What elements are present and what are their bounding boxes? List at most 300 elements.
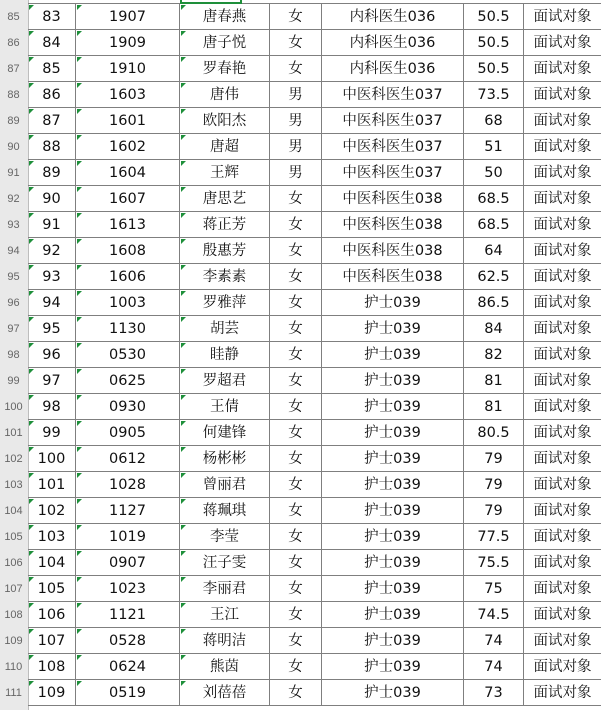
score-cell[interactable] [464, 212, 524, 238]
text-number-indicator-icon [181, 551, 186, 556]
name-cell[interactable] [180, 550, 270, 576]
row-number[interactable]: 99 [7, 375, 20, 387]
name-cell[interactable] [180, 108, 270, 134]
text-number-indicator-icon [77, 525, 82, 530]
name-cell[interactable] [180, 30, 270, 56]
score-cell[interactable] [464, 654, 524, 680]
cell-text: 1028 [109, 477, 146, 493]
cell-text: 殷惠芳 [202, 243, 247, 259]
row-number[interactable]: 96 [7, 297, 20, 309]
row-number[interactable]: 85 [7, 11, 20, 23]
cell-text: 女 [288, 607, 303, 623]
cell-text: 93 [42, 269, 61, 285]
cell-text: 护士039 [364, 555, 421, 571]
position-cell[interactable] [322, 290, 464, 316]
cell-text: 0528 [109, 633, 146, 649]
cell-text: 李丽君 [202, 581, 247, 597]
name-cell[interactable] [180, 680, 270, 706]
cell-text: 内科医生036 [349, 35, 436, 51]
position-cell[interactable] [322, 446, 464, 472]
status-cell[interactable] [524, 30, 601, 56]
status-cell[interactable] [524, 264, 601, 290]
position-cell[interactable] [322, 108, 464, 134]
exam-number-cell[interactable] [76, 82, 180, 108]
exam-number-cell[interactable] [76, 498, 180, 524]
status-cell[interactable] [524, 602, 601, 628]
score-cell[interactable] [464, 238, 524, 264]
cell-text: 0907 [109, 555, 146, 571]
row-number[interactable]: 89 [7, 115, 20, 127]
row-number[interactable]: 101 [4, 427, 23, 439]
seq-cell[interactable] [28, 446, 76, 472]
gender-cell[interactable] [270, 394, 322, 420]
position-cell[interactable] [322, 654, 464, 680]
exam-number-cell[interactable] [76, 472, 180, 498]
exam-number-cell[interactable] [76, 680, 180, 706]
gender-cell[interactable] [270, 82, 322, 108]
text-number-indicator-icon [77, 473, 82, 478]
name-cell[interactable] [180, 4, 270, 30]
seq-cell[interactable] [28, 524, 76, 550]
cell-text: 74 [484, 633, 503, 649]
cell-text: 王倩 [210, 399, 239, 415]
cell-text: 唐伟 [210, 87, 239, 103]
gender-cell[interactable] [270, 420, 322, 446]
score-cell[interactable] [464, 680, 524, 706]
seq-cell[interactable] [28, 628, 76, 654]
seq-cell[interactable] [28, 290, 76, 316]
row-number[interactable]: 90 [7, 141, 20, 153]
exam-number-cell[interactable] [76, 628, 180, 654]
exam-number-cell[interactable] [76, 602, 180, 628]
cell-text: 0625 [109, 373, 146, 389]
cell-text: 1601 [109, 113, 146, 129]
score-cell[interactable] [464, 160, 524, 186]
position-cell[interactable] [322, 472, 464, 498]
gender-cell[interactable] [270, 316, 322, 342]
row-number[interactable]: 98 [7, 349, 20, 361]
seq-cell[interactable] [28, 108, 76, 134]
exam-number-cell[interactable] [76, 524, 180, 550]
row-number[interactable]: 104 [4, 505, 23, 517]
text-number-indicator-icon [181, 187, 186, 192]
status-cell[interactable] [524, 680, 601, 706]
cell-text: 中医科医生037 [342, 139, 443, 155]
name-cell[interactable] [180, 472, 270, 498]
exam-number-cell[interactable] [76, 186, 180, 212]
status-cell[interactable] [524, 212, 601, 238]
cell-text: 1127 [109, 503, 146, 519]
text-number-indicator-icon [77, 681, 82, 686]
score-cell[interactable] [464, 4, 524, 30]
score-cell[interactable] [464, 576, 524, 602]
name-cell[interactable] [180, 524, 270, 550]
cell-text: 88 [42, 139, 61, 155]
gender-cell[interactable] [270, 290, 322, 316]
text-number-indicator-icon [29, 525, 34, 530]
seq-cell[interactable] [28, 368, 76, 394]
score-cell[interactable] [464, 420, 524, 446]
cell-text: 0530 [109, 347, 146, 363]
row-number[interactable]: 106 [4, 557, 23, 569]
score-cell[interactable] [464, 368, 524, 394]
position-cell[interactable] [322, 212, 464, 238]
row-number[interactable]: 95 [7, 271, 20, 283]
name-cell[interactable] [180, 56, 270, 82]
exam-number-cell[interactable] [76, 342, 180, 368]
score-cell[interactable] [464, 524, 524, 550]
name-cell[interactable] [180, 498, 270, 524]
position-cell[interactable] [322, 4, 464, 30]
cell-text: 护士039 [364, 633, 421, 649]
score-cell[interactable] [464, 550, 524, 576]
name-cell[interactable] [180, 446, 270, 472]
gender-cell[interactable] [270, 576, 322, 602]
position-cell[interactable] [322, 498, 464, 524]
text-number-indicator-icon [181, 265, 186, 270]
position-cell[interactable] [322, 264, 464, 290]
exam-number-cell[interactable] [76, 550, 180, 576]
text-number-indicator-icon [29, 343, 34, 348]
cell-text: 护士039 [364, 581, 421, 597]
cell-text: 面试对象 [533, 9, 592, 25]
score-cell[interactable] [464, 134, 524, 160]
cell-text: 0624 [109, 659, 146, 675]
row-number[interactable]: 94 [7, 245, 20, 257]
score-cell[interactable] [464, 472, 524, 498]
name-cell[interactable] [180, 82, 270, 108]
gender-cell[interactable] [270, 368, 322, 394]
exam-number-cell[interactable] [76, 238, 180, 264]
table-row [7, 56, 601, 82]
exam-number-cell[interactable] [76, 654, 180, 680]
seq-cell[interactable] [28, 238, 76, 264]
text-number-indicator-icon [29, 239, 34, 244]
status-cell[interactable] [524, 134, 601, 160]
score-cell[interactable] [464, 394, 524, 420]
seq-cell[interactable] [28, 654, 76, 680]
row-number[interactable]: 108 [4, 609, 23, 621]
score-cell[interactable] [464, 316, 524, 342]
status-cell[interactable] [524, 4, 601, 30]
status-cell[interactable] [524, 628, 601, 654]
exam-number-cell[interactable] [76, 264, 180, 290]
exam-number-cell[interactable] [76, 420, 180, 446]
gender-cell[interactable] [270, 56, 322, 82]
seq-cell[interactable] [28, 186, 76, 212]
position-cell[interactable] [322, 602, 464, 628]
position-cell[interactable] [322, 186, 464, 212]
text-number-indicator-icon [77, 135, 82, 140]
text-number-indicator-icon [29, 135, 34, 140]
gender-cell[interactable] [270, 30, 322, 56]
gender-cell[interactable] [270, 4, 322, 30]
cell-text: 女 [288, 243, 303, 259]
text-number-indicator-icon [181, 343, 186, 348]
score-cell[interactable] [464, 602, 524, 628]
gender-cell[interactable] [270, 472, 322, 498]
table-row [7, 4, 601, 30]
cell-text: 108 [37, 659, 66, 675]
name-cell[interactable] [180, 134, 270, 160]
text-number-indicator-icon [29, 109, 34, 114]
seq-cell[interactable] [28, 160, 76, 186]
status-cell[interactable] [524, 290, 601, 316]
score-cell[interactable] [464, 108, 524, 134]
cell-text: 85 [42, 61, 61, 77]
position-cell[interactable] [322, 368, 464, 394]
status-cell[interactable] [524, 186, 601, 212]
status-cell[interactable] [524, 420, 601, 446]
seq-cell[interactable] [28, 472, 76, 498]
score-cell[interactable] [464, 264, 524, 290]
cell-text: 105 [37, 581, 66, 597]
cell-text: 罗春艳 [202, 61, 247, 77]
row-number[interactable]: 88 [7, 89, 20, 101]
cell-text: 唐子悦 [202, 35, 247, 51]
row-number[interactable]: 105 [4, 531, 23, 543]
status-cell[interactable] [524, 498, 601, 524]
position-cell[interactable] [322, 316, 464, 342]
cell-text: 109 [37, 685, 66, 701]
exam-number-cell[interactable] [76, 212, 180, 238]
score-cell[interactable] [464, 342, 524, 368]
row-number[interactable]: 107 [4, 583, 23, 595]
cell-text: 面试对象 [533, 87, 592, 103]
seq-cell[interactable] [28, 4, 76, 30]
cell-text: 73.5 [477, 87, 510, 103]
name-cell[interactable] [180, 160, 270, 186]
exam-number-cell[interactable] [76, 394, 180, 420]
gender-cell[interactable] [270, 134, 322, 160]
cell-text: 女 [288, 269, 303, 285]
table-row [4, 576, 601, 602]
exam-number-cell[interactable] [76, 108, 180, 134]
cell-text: 面试对象 [533, 607, 592, 623]
gender-cell[interactable] [270, 342, 322, 368]
exam-number-cell[interactable] [76, 290, 180, 316]
status-cell[interactable] [524, 368, 601, 394]
seq-cell[interactable] [28, 30, 76, 56]
cell-text: 1909 [109, 35, 146, 51]
name-cell[interactable] [180, 420, 270, 446]
cell-text: 74 [484, 659, 503, 675]
score-cell[interactable] [464, 82, 524, 108]
row-number[interactable]: 97 [7, 323, 20, 335]
cell-text: 胡芸 [210, 321, 239, 337]
name-cell[interactable] [180, 654, 270, 680]
status-cell[interactable] [524, 342, 601, 368]
seq-cell[interactable] [28, 316, 76, 342]
cell-text: 0612 [109, 451, 146, 467]
name-cell[interactable] [180, 394, 270, 420]
seq-cell[interactable] [28, 498, 76, 524]
name-cell[interactable] [180, 212, 270, 238]
row-number[interactable]: 87 [7, 63, 20, 75]
text-number-indicator-icon [181, 525, 186, 530]
row-number[interactable]: 109 [4, 635, 23, 647]
name-cell[interactable] [180, 576, 270, 602]
text-number-indicator-icon [29, 447, 34, 452]
text-number-indicator-icon [77, 577, 82, 582]
gender-cell[interactable] [270, 498, 322, 524]
name-cell[interactable] [180, 368, 270, 394]
status-cell[interactable] [524, 550, 601, 576]
gender-cell[interactable] [270, 680, 322, 706]
exam-number-cell[interactable] [76, 316, 180, 342]
text-number-indicator-icon [77, 447, 82, 452]
score-cell[interactable] [464, 498, 524, 524]
cell-text: 1019 [109, 529, 146, 545]
name-cell[interactable] [180, 342, 270, 368]
position-cell[interactable] [322, 524, 464, 550]
seq-cell[interactable] [28, 342, 76, 368]
row-number[interactable]: 110 [4, 661, 23, 673]
seq-cell[interactable] [28, 550, 76, 576]
row-number[interactable]: 100 [4, 401, 23, 413]
row-number[interactable]: 103 [4, 479, 23, 491]
cell-text: 0930 [109, 399, 146, 415]
cell-text: 1603 [109, 87, 146, 103]
cell-text: 91 [42, 217, 61, 233]
position-cell[interactable] [322, 420, 464, 446]
position-cell[interactable] [322, 56, 464, 82]
gender-cell[interactable] [270, 238, 322, 264]
exam-number-cell[interactable] [76, 160, 180, 186]
row-number[interactable]: 92 [7, 193, 20, 205]
seq-cell[interactable] [28, 134, 76, 160]
cell-text: 护士039 [364, 503, 421, 519]
gender-cell[interactable] [270, 186, 322, 212]
name-cell[interactable] [180, 290, 270, 316]
name-cell[interactable] [180, 602, 270, 628]
text-number-indicator-icon [29, 421, 34, 426]
exam-number-cell[interactable] [76, 576, 180, 602]
cell-text: 中医科医生038 [342, 269, 443, 285]
text-number-indicator-icon [181, 317, 186, 322]
gender-cell[interactable] [270, 654, 322, 680]
name-cell[interactable] [180, 264, 270, 290]
row-number[interactable]: 86 [7, 37, 20, 49]
exam-number-cell[interactable] [76, 4, 180, 30]
gender-cell[interactable] [270, 264, 322, 290]
gender-cell[interactable] [270, 628, 322, 654]
position-cell[interactable] [322, 394, 464, 420]
text-number-indicator-icon [29, 681, 34, 686]
seq-cell[interactable] [28, 212, 76, 238]
position-cell[interactable] [322, 30, 464, 56]
position-cell[interactable] [322, 576, 464, 602]
status-cell[interactable] [524, 654, 601, 680]
exam-number-cell[interactable] [76, 134, 180, 160]
name-cell[interactable] [180, 316, 270, 342]
score-cell[interactable] [464, 290, 524, 316]
status-cell[interactable] [524, 316, 601, 342]
gender-cell[interactable] [270, 550, 322, 576]
cell-text: 1606 [109, 269, 146, 285]
score-cell[interactable] [464, 186, 524, 212]
position-cell[interactable] [322, 680, 464, 706]
position-cell[interactable] [322, 342, 464, 368]
row-number[interactable]: 111 [5, 687, 22, 699]
gender-cell[interactable] [270, 108, 322, 134]
cell-text: 女 [288, 633, 303, 649]
seq-cell[interactable] [28, 82, 76, 108]
name-cell[interactable] [180, 628, 270, 654]
row-number[interactable]: 91 [7, 167, 20, 179]
exam-number-cell[interactable] [76, 446, 180, 472]
seq-cell[interactable] [28, 56, 76, 82]
cell-text: 1602 [109, 139, 146, 155]
cell-text: 护士039 [364, 451, 421, 467]
position-cell[interactable] [322, 628, 464, 654]
status-cell[interactable] [524, 238, 601, 264]
position-cell[interactable] [322, 82, 464, 108]
gender-cell[interactable] [270, 212, 322, 238]
score-cell[interactable] [464, 30, 524, 56]
exam-number-cell[interactable] [76, 56, 180, 82]
status-cell[interactable] [524, 56, 601, 82]
status-cell[interactable] [524, 472, 601, 498]
text-number-indicator-icon [29, 161, 34, 166]
cell-text: 82 [484, 347, 503, 363]
text-number-indicator-icon [181, 655, 186, 660]
status-cell[interactable] [524, 108, 601, 134]
position-cell[interactable] [322, 160, 464, 186]
gender-cell[interactable] [270, 160, 322, 186]
position-cell[interactable] [322, 550, 464, 576]
text-number-indicator-icon [29, 265, 34, 270]
gender-cell[interactable] [270, 446, 322, 472]
text-number-indicator-icon [29, 603, 34, 608]
gender-cell[interactable] [270, 602, 322, 628]
status-cell[interactable] [524, 82, 601, 108]
gender-cell[interactable] [270, 524, 322, 550]
cell-text: 中医科医生038 [342, 217, 443, 233]
text-number-indicator-icon [77, 31, 82, 36]
score-cell[interactable] [464, 628, 524, 654]
cell-text: 89 [42, 165, 61, 181]
status-cell[interactable] [524, 524, 601, 550]
seq-cell[interactable] [28, 576, 76, 602]
status-cell[interactable] [524, 446, 601, 472]
position-cell[interactable] [322, 238, 464, 264]
seq-cell[interactable] [28, 602, 76, 628]
name-cell[interactable] [180, 238, 270, 264]
seq-cell[interactable] [28, 680, 76, 706]
cell-text: 中医科医生037 [342, 113, 443, 129]
seq-cell[interactable] [28, 394, 76, 420]
text-number-indicator-icon [29, 5, 34, 10]
score-cell[interactable] [464, 56, 524, 82]
seq-cell[interactable] [28, 264, 76, 290]
cell-text: 104 [37, 555, 66, 571]
position-cell[interactable] [322, 134, 464, 160]
name-cell[interactable] [180, 186, 270, 212]
exam-number-cell[interactable] [76, 368, 180, 394]
score-cell[interactable] [464, 446, 524, 472]
seq-cell[interactable] [28, 420, 76, 446]
row-number[interactable]: 93 [7, 219, 20, 231]
text-number-indicator-icon [29, 655, 34, 660]
cell-text: 面试对象 [533, 451, 592, 467]
status-cell[interactable] [524, 576, 601, 602]
status-cell[interactable] [524, 394, 601, 420]
cell-text: 男 [288, 87, 303, 103]
status-cell[interactable] [524, 160, 601, 186]
exam-number-cell[interactable] [76, 30, 180, 56]
row-number[interactable]: 102 [4, 453, 23, 465]
